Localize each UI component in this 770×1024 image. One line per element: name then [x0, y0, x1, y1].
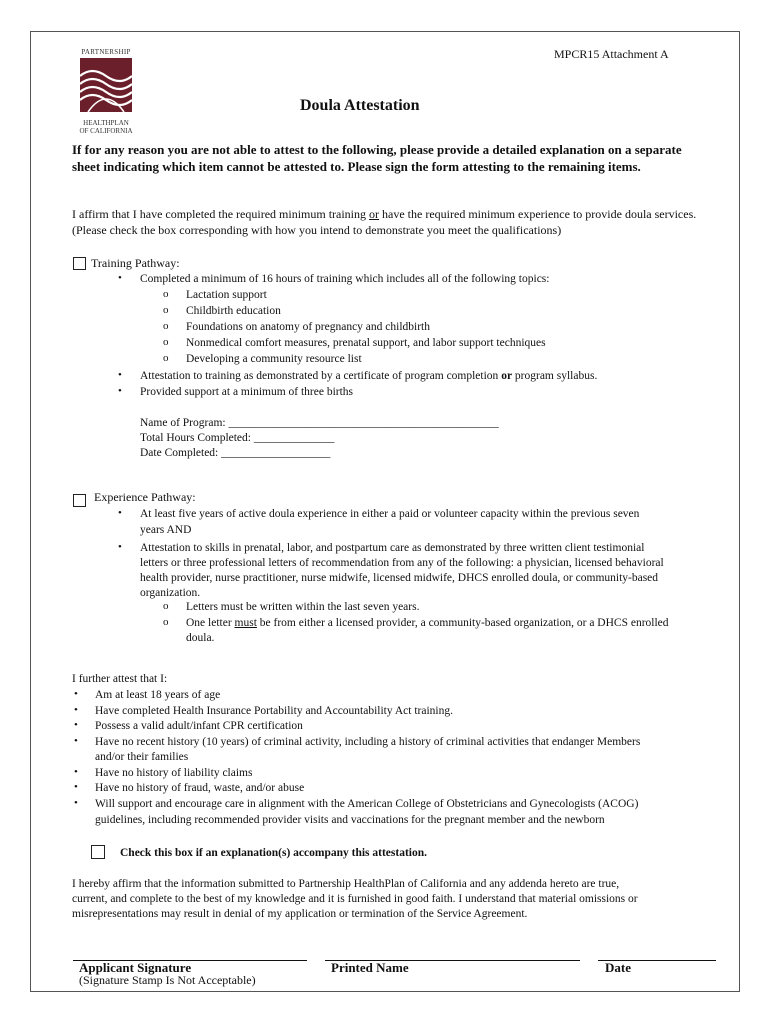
training-bullet-2-or: or [501, 370, 513, 382]
page-title: Doula Attestation [300, 97, 420, 114]
sub-bullet-icon: o [163, 616, 169, 628]
further-attest-intro: I further attest that I: [72, 673, 168, 685]
further-item-2: Have completed Health Insurance Portability and Accountability Act training. [95, 705, 453, 717]
partnership-healthplan-logo [78, 48, 134, 138]
final-affirm-line-3: misrepresentations may result in denial of my application or termination of the Service Agreement. [72, 908, 528, 920]
explanation-checkbox[interactable] [91, 845, 105, 859]
applicant-signature-note: (Signature Stamp Is Not Acceptable) [79, 973, 256, 987]
sub-bullet-icon: o [163, 320, 169, 332]
bullet-icon: • [74, 719, 78, 731]
bullet-icon: • [74, 704, 78, 716]
logo-bottom-text-2: OF CALIFORNIA [79, 127, 133, 135]
experience-sub-1: Letters must be written within the last seven years. [186, 601, 420, 613]
bullet-icon: • [74, 766, 78, 778]
experience-bullet-2-line-3: health provider, nurse practitioner, nurse midwife, licensed midwife, DHCS enrolled doula, or community-based [140, 572, 659, 584]
further-item-7-cont: guidelines, including recommended provider visits and vaccinations for the pregnant member and the newborn [95, 814, 605, 826]
bullet-icon: • [74, 781, 78, 793]
experience-pathway-checkbox[interactable] [73, 494, 86, 507]
training-topic-1: Lactation support [186, 289, 267, 301]
date-completed-field[interactable]: Date Completed: ___________________ [140, 447, 331, 459]
training-bullet-2-pre: Attestation to training as demonstrated by a certificate of program completion [140, 370, 502, 382]
experience-bullet-2-line-4: organization. [140, 587, 201, 599]
affirm-pre: I affirm that I have completed the required minimum training [72, 207, 370, 221]
further-item-1: Am at least 18 years of age [95, 689, 221, 701]
final-affirm-line-2: current, and complete to the best of my knowledge and it is furnished in good faith. I understand that material omissions or [72, 893, 638, 905]
affirm-or: or [369, 207, 380, 221]
training-pathway-label: Training Pathway: [91, 256, 180, 270]
program-name-field[interactable]: Name of Program: _______________________________________________ [140, 417, 499, 429]
training-topic-3: Foundations on anatomy of pregnancy and childbirth [186, 321, 431, 333]
experience-sub-2-post: be from either a licensed provider, a community-based organization, or a DHCS enrolled [256, 617, 669, 629]
date-label: Date [605, 960, 631, 975]
training-topic-2: Childbirth education [186, 305, 281, 317]
logo-emblem-icon [78, 56, 134, 114]
final-affirm-line-1: I hereby affirm that the information submitted to Partnership HealthPlan of California and any addenda hereto are true, [72, 878, 620, 890]
bullet-icon: • [74, 688, 78, 700]
experience-bullet-2-line-2: letters or three professional letters of recommendation from any of the following: a physician, licensed behavioral [140, 557, 664, 569]
further-item-7: Will support and encourage care in alignment with the American College of Obstetricians and Gynecologists (ACOG) [95, 798, 639, 810]
experience-bullet-1-line-1: At least five years of active doula experience in either a paid or volunteer capacity within the previous seven [140, 508, 640, 520]
training-topic-4: Nonmedical comfort measures, prenatal support, and labor support techniques [186, 337, 546, 349]
further-item-5: Have no history of liability claims [95, 767, 253, 779]
experience-sub-2 [186, 615, 669, 631]
experience-bullet-2-line-1: Attestation to skills in prenatal, labor, and postpartum care as demonstrated by three written client testimonial [140, 542, 645, 554]
total-hours-field[interactable]: Total Hours Completed: ______________ [140, 432, 335, 444]
affirm-post: have the required minimum experience to provide doula services. (Please check the box corresponding with how you intend to demonstrate you meet the qualifications) [72, 207, 697, 237]
bullet-icon: • [74, 797, 78, 809]
training-bullet-2-post: program syllabus. [512, 370, 598, 382]
training-bullet-1: Completed a minimum of 16 hours of training which includes all of the following topics: [140, 273, 550, 285]
bullet-icon: • [118, 541, 122, 553]
bullet-icon: • [118, 369, 122, 381]
further-item-4: Have no recent history (10 years) of criminal activity, including a history of criminal activities that endanger Members [95, 736, 641, 748]
affirm-paragraph [72, 206, 722, 238]
bullet-icon: • [118, 507, 122, 519]
sub-bullet-icon: o [163, 352, 169, 364]
document-code: MPCR15 Attachment A [554, 47, 669, 61]
training-topic-5: Developing a community resource list [186, 353, 362, 365]
applicant-signature-label: Applicant Signature [79, 960, 192, 975]
further-item-4-cont: and/or their families [95, 751, 189, 763]
sub-bullet-icon: o [163, 600, 169, 612]
printed-name-label: Printed Name [331, 960, 409, 975]
experience-pathway-label: Experience Pathway: [94, 490, 196, 504]
experience-sub-2-line-2: doula. [186, 632, 215, 644]
sub-bullet-icon: o [163, 336, 169, 348]
instructions-text: If for any reason you are not able to attest to the following, please provide a detailed explanation on a separate sheet indicating which item cannot be attested to. Please sign the form attesting to the remaining items. [72, 142, 682, 174]
logo-top-text: PARTNERSHIP [81, 48, 131, 56]
experience-sub-2-pre: One letter [186, 617, 235, 629]
bullet-icon: • [118, 385, 122, 397]
further-item-6: Have no history of fraud, waste, and/or abuse [95, 782, 305, 794]
training-bullet-2 [140, 368, 597, 384]
training-pathway-checkbox[interactable] [73, 257, 86, 270]
logo-bottom-text-1: HEALTHPLAN [83, 119, 129, 127]
experience-sub-2-must: must [234, 617, 257, 629]
explanation-checkbox-label: Check this box if an explanation(s) accompany this attestation. [120, 847, 428, 859]
bullet-icon: • [118, 272, 122, 284]
bullet-icon: • [74, 735, 78, 747]
experience-bullet-1-line-2: years AND [140, 524, 192, 536]
sub-bullet-icon: o [163, 304, 169, 316]
sub-bullet-icon: o [163, 288, 169, 300]
further-item-3: Possess a valid adult/infant CPR certification [95, 720, 303, 732]
training-bullet-3: Provided support at a minimum of three births [140, 386, 354, 398]
